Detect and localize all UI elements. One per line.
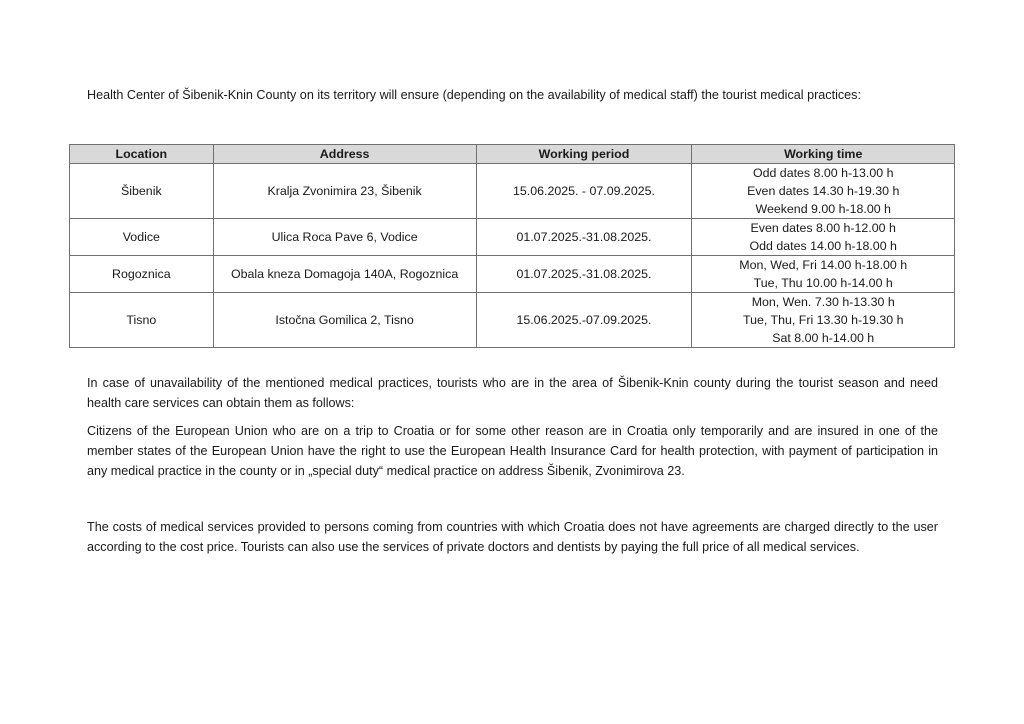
working-time-line: Even dates 14.30 h-19.30 h	[747, 184, 900, 198]
table-row	[70, 219, 955, 256]
working-time-line: Tue, Thu, Fri 13.30 h-19.30 h	[742, 313, 904, 327]
cell-working-period: 15.06.2025.-07.09.2025.	[476, 293, 692, 348]
working-time-line: Weekend 9.00 h-18.00 h	[755, 202, 891, 216]
cell-working-time	[692, 293, 955, 348]
practices-table	[69, 144, 955, 348]
working-time-line: Sat 8.00 h-14.00 h	[772, 331, 875, 345]
intro-text: Health Center of Šibenik-Knin County on its territory will ensure (depending on the availability of medical staff) the tourist medical practices:	[87, 88, 861, 102]
table-row	[70, 293, 955, 348]
paragraph-unavailability: In case of unavailability of the mentioned medical practices, tourists who are in the area of Šibenik-Knin county during the tourist season and need health care services can obtain them as follows:	[87, 376, 938, 410]
cell-location: Šibenik	[70, 164, 214, 219]
working-time-line: Tue, Thu 10.00 h-14.00 h	[753, 276, 893, 290]
paragraph-costs: The costs of medical services provided to persons coming from countries with which Croatia does not have agreements are charged directly to the user according to the cost price. Tourists can also use the services of private doctors and dentists by paying the full price of all medical services.	[87, 520, 938, 554]
cell-working-time	[692, 256, 955, 293]
cell-address: Obala kneza Domagoja 140A, Rogoznica	[213, 256, 476, 293]
header-working-period: Working period	[476, 145, 692, 164]
cell-working-time	[692, 164, 955, 219]
cell-working-time	[692, 219, 955, 256]
cell-working-period: 15.06.2025. - 07.09.2025.	[476, 164, 692, 219]
cell-address: Kralja Zvonimira 23, Šibenik	[213, 164, 476, 219]
working-time-line: Odd dates 14.00 h-18.00 h	[749, 239, 897, 253]
table-row	[70, 164, 955, 219]
working-time-line: Odd dates 8.00 h-13.00 h	[752, 166, 894, 180]
header-working-time: Working time	[692, 145, 955, 164]
cell-location: Rogoznica	[70, 256, 214, 293]
cell-working-period: 01.07.2025.-31.08.2025.	[476, 219, 692, 256]
cell-address: Istočna Gomilica 2, Tisno	[213, 293, 476, 348]
cell-location: Tisno	[70, 293, 214, 348]
cell-working-period: 01.07.2025.-31.08.2025.	[476, 256, 692, 293]
cell-location: Vodice	[70, 219, 214, 256]
working-time-line: Even dates 8.00 h-12.00 h	[750, 221, 896, 235]
cell-address: Ulica Roca Pave 6, Vodice	[213, 219, 476, 256]
paragraph-eu-citizens: Citizens of the European Union who are on a trip to Croatia or for some other reason are in Croatia only temporarily and are insured in one of the member states of the European Union have the right to use the European Health Insurance Card for health protection, with payment of participation in any medical practice in the county or in „special duty“ medical practice on address Šibenik, Zvonimirova 23.	[87, 424, 938, 478]
header-address: Address	[213, 145, 476, 164]
table-row	[70, 256, 955, 293]
working-time-line: Mon, Wed, Fri 14.00 h-18.00 h	[739, 258, 908, 272]
table-header-row	[70, 145, 955, 164]
working-time-line: Mon, Wen. 7.30 h-13.30 h	[751, 295, 895, 309]
header-location: Location	[70, 145, 214, 164]
